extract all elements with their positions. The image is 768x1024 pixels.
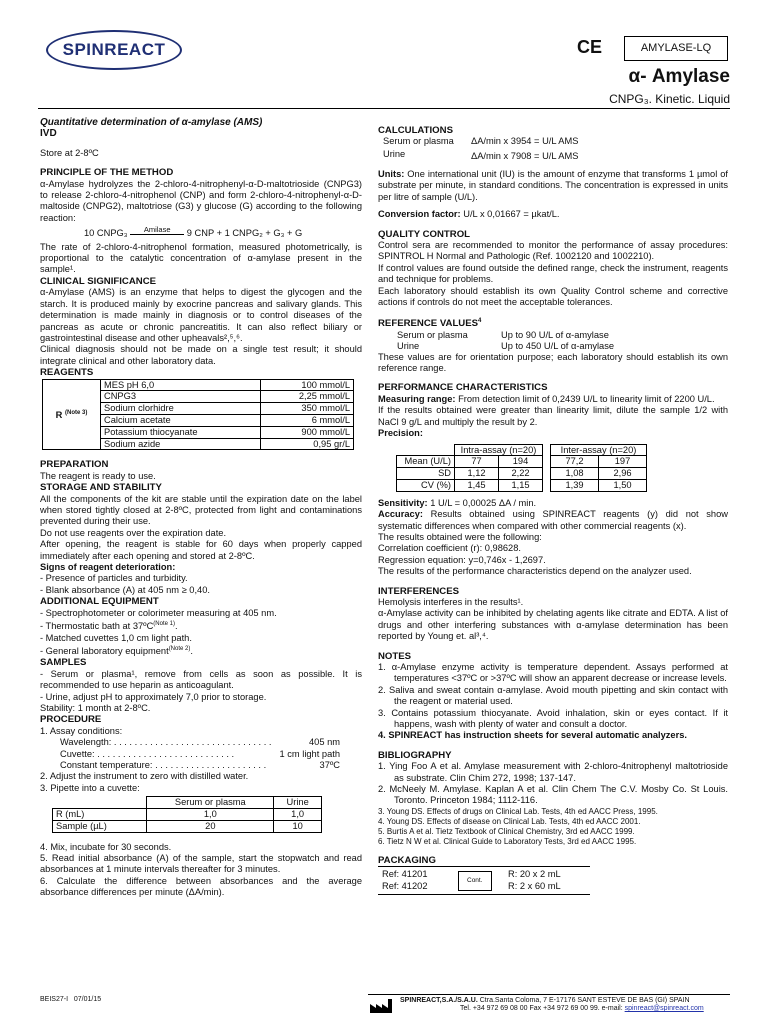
accuracy-4: Regression equation: y=0,746x - 1,2697.	[378, 554, 546, 565]
reference-table	[394, 330, 617, 352]
precision-table	[396, 444, 647, 492]
table-row: Ref: 41201 R: 20 x 2 mL	[382, 869, 561, 880]
reagent-name: Potassium thiocyanate	[101, 426, 261, 438]
interferences-text-2: α-Amylase activity can be inhibited by chelating agents like citrate and EDTA. A list of drugs and other interfering substances with α-amylase determination has been reported by Young et. al³,⁴.	[378, 608, 728, 642]
reference-heading: REFERENCE VALUES$^4$	[378, 318, 482, 330]
assay-temperature: Constant temperature: . . . . . . . . . . . . . . . . . . . . . . 37ºC	[60, 760, 340, 771]
bibliography-item: 6. Tietz N W et al. Clinical Guide to Laboratory Tests, 3rd ed AACC 1995.	[378, 836, 637, 846]
calculations-heading: CALCULATIONS	[378, 125, 453, 136]
qc-text: Control sera are recommended to monitor the performance of assay procedures: SPINTROL H Normal and Pathologic (Ref. 1002120 and 1002210).	[378, 240, 728, 262]
bibliography-item: 4. Young DS. Effects of disease on Clinical Lab. Tests, 4th ed AACC 2001.	[378, 816, 641, 826]
assay-wavelength: Wavelength: . . . . . . . . . . . . . . . . . . . . . . . . . . . . . . . 405 nm	[60, 737, 340, 748]
storage-temp: Store at 2-8ºC	[40, 147, 99, 158]
table-row: Mean (U/L) 77 194 77,2 197	[397, 456, 647, 468]
equipment-item: - Matched cuvettes 1,0 cm light path.	[40, 632, 192, 643]
deterioration-heading: Signs of reagent deterioration:	[40, 561, 176, 572]
reagent-name: MES pH 6,0	[101, 379, 261, 391]
table-row: CV (%) 1,45 1,15 1,39 1,50	[397, 479, 647, 491]
email-link[interactable]: spinreact@spinreact.com	[624, 1005, 704, 1012]
qc-text-2: If control values are found outside the defined range, check the instrument, reagents and technique for problems.	[378, 262, 728, 285]
clinical-heading: CLINICAL SIGNIFICANCE	[40, 275, 157, 287]
table-row: Urine ΔA/min x 7908 = U/L AMS	[383, 149, 579, 162]
note-item: 3. Contains potassium thiocyanate. Avoid inhalation, skin or eyes contact. If it happens, wash with plenty of water and consult a doctor.	[378, 707, 728, 729]
product-code-box: AMYLASE-LQ	[624, 36, 728, 61]
reaction-arrow: Amilase	[130, 226, 184, 235]
accuracy-2: The results obtained were the following:	[378, 531, 542, 542]
principle-text: α-Amylase hydrolyzes the 2-chloro-4-nitrophenyl-α-D-maltotrioside (CNPG3) to release 2-chloro-4-nitrophenol (CNP) and form 2-chloro-4-nitrophenyl-α-D-maltoside (CNPG2), maltotriose (G3) y glucose (G) according to the following reaction:	[40, 178, 362, 223]
procedure-step: 6. Calculate the difference between absorbances and the average absorbance differences per minute (ΔA/min).	[40, 875, 362, 898]
conversion-factor: Conversion factor: U/L x 0,01667 = µkat/L.	[378, 209, 560, 220]
header-divider	[38, 108, 730, 109]
packaging-table	[378, 866, 590, 895]
storage-text-2: Do not use reagents over the expiration date.	[40, 527, 227, 538]
procedure-step: 1. Assay conditions:	[40, 725, 123, 736]
clinical-text-2: Clinical diagnosis should not be made on a single test result; it should integrate clinical and other laboratory data.	[40, 344, 362, 366]
spinreact-logo: SPINREACT	[46, 30, 182, 70]
equipment-item: - Spectrophotometer or colorimeter measuring at 405 nm.	[40, 607, 277, 618]
footer-company: SPINREACT,S.A./S.A.U. Ctra.Santa Coloma, 7 E-17176 SANT ESTEVE DE BAS (GI) SPAIN Tel. +34 972 69 08 00 Fax +34 972 69 00 99. e-mail: spinreact@spinreact.com	[370, 997, 730, 1017]
procedure-step: 3. Pipette into a cuvette:	[40, 782, 140, 793]
note-item: 2. Saliva and sweat contain α-amylase. Avoid mouth pipetting and skin contact with the reagent or material used.	[378, 684, 728, 707]
precision-label: Precision:	[378, 428, 423, 439]
table-row: Serum or plasma Up to 90 U/L of α-amylase	[397, 330, 609, 341]
notes-heading: NOTES	[378, 650, 412, 662]
reagent-value: 6 mmol/L	[261, 414, 354, 426]
accuracy-3: Correlation coefficient (r): 0,98628.	[378, 543, 521, 554]
reagent-value: 350 mmol/L	[261, 403, 354, 415]
reagent-value: 2,25 mmol/L	[261, 391, 354, 403]
column-header: Inter-assay (n=20)	[551, 444, 647, 456]
document-subtitle: CNPG₃. Kinetic. Liquid	[609, 92, 730, 106]
measuring-range-2: If the results obtained were greater than linearity limit, dilute the sample 1/2 with NaCl 9 g/L and multiply the result by 2.	[378, 405, 728, 427]
bibliography-item: 3. Young DS. Effects of drugs on Clinical Lab. Tests, 4th ed AACC Press, 1995.	[378, 806, 658, 816]
pipette-table	[52, 796, 322, 832]
reagent-value: 900 mmol/L	[261, 426, 354, 438]
preparation-heading: PREPARATION	[40, 459, 109, 471]
reagent-label-cell: R $^{(Note 3)}$	[43, 379, 101, 450]
bibliography-heading: BIBLIOGRAPHY	[378, 749, 452, 761]
reagents-table	[42, 379, 354, 451]
reagent-name: Calcium acetate	[101, 414, 261, 426]
footer-code: BEIS27-I 07/01/15	[40, 996, 102, 1003]
calculations-table	[380, 136, 581, 162]
right-column	[378, 125, 728, 895]
qc-heading: QUALITY CONTROL	[378, 228, 471, 240]
measuring-range: Measuring range: From detection limit of 0,2439 U/L to linearity limit of 2200 U/L.	[378, 393, 715, 404]
assay-cuvette: Cuvette: . . . . . . . . . . . . . . . . . . . . . . . . . . . 1 cm light path	[60, 748, 340, 759]
ce-mark: CE	[577, 37, 603, 57]
intro-title: Quantitative determination of α-amylase (AMS)	[40, 117, 263, 128]
procedure-step: 4. Mix, incubate for 30 seconds.	[40, 841, 172, 852]
principle-text-2: The rate of 2-chloro-4-nitrophenol formation, measured photometrically, is proportional to the catalytic concentration of α-amylase present in the sample¹.	[40, 241, 362, 275]
table-row: Serum or plasma ΔA/min x 3954 = U/L AMS	[383, 136, 579, 147]
table-row: Urine Up to 450 U/L of α-amylase	[397, 340, 615, 351]
bibliography-item: 2. McNeely M. Amylase. Kaplan A et al. Clin Chem The C.V. Mosby Co. St Louis. Toronto. Princeton 1984; 1112-116.	[378, 784, 728, 806]
samples-item: - Serum or plasma¹, remove from cells as soon as possible. It is recommended to use heparin as anticoagulant.	[40, 668, 362, 691]
storage-heading: STORAGE AND STABILITY	[40, 482, 162, 494]
procedure-step: 5. Read initial absorbance (A) of the sample, start the stopwatch and read absorbances at 1 minute intervals thereafter for 3 minutes.	[40, 853, 362, 875]
bibliography-item: 1. Ying Foo A et al. Amylase measurement with 2-chloro-4nitrophenyl maltotrioside as substrate. Clin Chim 272, 1998; 137-147.	[378, 761, 728, 783]
clinical-text: α-Amylase (AMS) is an enzyme that helps to digest the glycogen and the starch. It is produced mainly by exocrine pancreas and salivary glands. This determination is made mainly in diagnosis or to control diseases of the pancreas as acute or chronic pancreatitis. It can also reflect biliary or gastrointestinal disease and other upheavals²,⁵,⁶.	[40, 287, 362, 343]
performance-heading: PERFORMANCE CHARACTERISTICS	[378, 382, 548, 394]
table-row: SD 1,12 2,22 1,08 2,96	[397, 468, 647, 480]
procedure-heading: PROCEDURE	[40, 714, 102, 726]
accuracy-5: The results of the performance characteristics depend on the analyzer used.	[378, 566, 692, 577]
reagent-name: CNPG3	[101, 391, 261, 403]
accuracy: Accuracy: Results obtained using SPINREACT reagents (y) did not show systematic differences when compared with other commercial reagents (x).	[378, 509, 728, 531]
sensitivity: Sensitivity: 1 U/L = 0,00025 ΔA / min.	[378, 497, 537, 508]
equipment-item: - General laboratory equipment$^{(Note 2)}$.	[40, 645, 193, 656]
deterioration-item: - Blank absorbance (A) at 405 nm ≥ 0,40.	[40, 584, 210, 595]
procedure-step: 2. Adjust the instrument to zero with distilled water.	[40, 771, 249, 782]
reagent-name: Sodium azide	[101, 438, 261, 450]
reaction-equation: 10 CNPG₃ Amilase 9 CNP + 1 CNPG₂ + G₃ + G	[84, 225, 303, 239]
footer-divider	[368, 994, 730, 995]
table-row	[43, 379, 354, 391]
table-row	[53, 797, 322, 809]
qc-text-3: Each laboratory should establish its own Quality Control scheme and corrective actions if controls do not meet the acceptable tolerances.	[378, 285, 728, 308]
reference-text: These values are for orientation purpose; each laboratory should establish its own reference range.	[378, 351, 728, 374]
document-title: α- Amylase	[628, 66, 730, 87]
equipment-item: - Thermostatic bath at 37ºC$^{(Note 1)}$.	[40, 621, 178, 632]
container-label: Cont.	[458, 871, 492, 890]
left-column	[40, 117, 362, 899]
samples-item: - Urine, adjust pH to approximately 7,0 prior to storage.	[40, 691, 267, 702]
reagent-value: 100 mmol/L	[261, 379, 354, 391]
ivd-label: IVD	[40, 128, 57, 140]
samples-heading: SAMPLES	[40, 657, 87, 669]
table-row: R (mL) 1,0 1,0	[53, 809, 322, 821]
interferences-heading: INTERFERENCES	[378, 585, 460, 597]
note-item: 1. α-Amylase enzyme activity is temperature dependent. Assays performed at temperatures <37ºC or >37ºC will show an apparent decrease or increase levels.	[378, 661, 728, 684]
packaging-heading: PACKAGING	[378, 854, 436, 866]
column-header: Intra-assay (n=20)	[455, 444, 543, 456]
reagent-name: Sodium clorhidre	[101, 403, 261, 415]
note-item: 4. SPINREACT has instruction sheets for several automatic analyzers.	[378, 730, 687, 741]
table-row: Sample (µL) 20 10	[53, 820, 322, 832]
column-header: Serum or plasma	[147, 797, 274, 809]
interferences-text: Hemolysis interferes in the results¹.	[378, 596, 524, 607]
reagents-heading: REAGENTS	[40, 367, 94, 379]
factory-icon	[370, 999, 394, 1013]
storage-text: All the components of the kit are stable until the expiration date on the label when stored tightly closed at 2-8ºC, protected from light and contaminations prevented during their use.	[40, 493, 362, 527]
deterioration-item: - Presence of particles and turbidity.	[40, 573, 188, 584]
principle-heading: PRINCIPLE OF THE METHOD	[40, 167, 174, 179]
storage-text-3: After opening, the reagent is stable for 60 days when properly capped immediately after each opening and stored at 2-8ºC.	[40, 539, 362, 561]
preparation-text: The reagent is ready to use.	[40, 470, 156, 481]
reagent-value: 0,95 gr/L	[261, 438, 354, 450]
units-text: Units: One international unit (IU) is the amount of enzyme that transforms 1 µmol of substrate per minute, in standard conditions. The concentration is expressed in units per litre of sample (U/L).	[378, 169, 728, 202]
column-header: Urine	[274, 797, 322, 809]
table-row	[397, 444, 647, 456]
samples-item: Stability: 1 month at 2-8ºC.	[40, 703, 151, 714]
equipment-heading: ADDITIONAL EQUIPMENT	[40, 596, 159, 608]
table-row: Ref: 41202 R: 2 x 60 mL	[382, 880, 561, 891]
bibliography-item: 5. Burtis A et al. Tietz Textbook of Clinical Chemistry, 3rd ed AACC 1999.	[378, 826, 635, 836]
